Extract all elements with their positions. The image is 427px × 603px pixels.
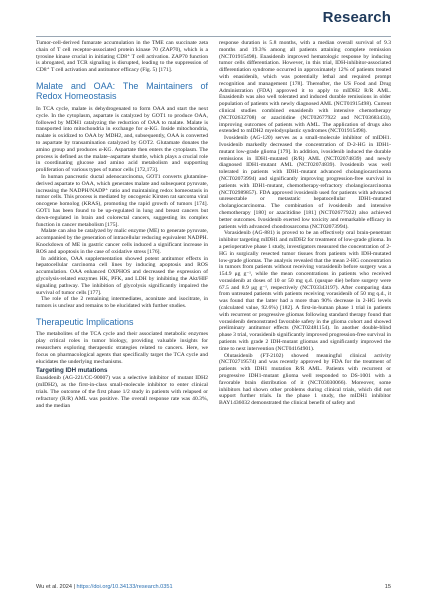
section-heading-malate: Malate and OAA: The Maintainers of Redox Homeostasis [36, 80, 208, 102]
paragraph: Malate can also be catalyzed by malic enzyme (ME) to generate pyruvate, accompanied by the generation of intracellular reducing equivalent NADPH. Knockdown of ME in gastric cancer cells induced a significant increase in ROS and apoptosis in the case of oxidative stress [176]. [36, 228, 208, 255]
section-tag: Research [322, 9, 391, 26]
paragraph: In TCA cycle, malate is dehydrogenated to form OAA and start the next cycle. In the cytoplasm, aspartate is catalyzed by GOT1 to produce OAA, followed by MDH1 catalyzing the reduction of OAA to malate. Malate is transported into mitochondria in exchange for α-KG. Inside mitochondria, malate is oxidized to OAA by MDH2, and, subsequently, OAA is converted to aspartate by transamination catalyzed by GOT2. Glutamate donates the amino group and produces α-KG. Aspartate then enters the cytoplasm. The process is defined as the malate–aspartate shuttle, which plays a crucial role in coordinating glucose and amino acid metabolism and supporting proliferation of various types of tumor cells [172,173]. [36, 105, 208, 174]
left-column [36, 40, 208, 409]
right-column [219, 40, 391, 407]
paragraph: Ivosidenib (AG-120) serves as a small-molecule inhibitor of mIDH1. Ivosidenib markedly decreased the concentration of D-2-HG in IDH1-mutant low-grade glioma [179]. In addition, ivosidenib induced the durable remissions in IDH1-mutated (R/R) AML (NCT02074839) and newly diagnosed IDH1-mutant AML (NCT02074839). Ivosidenib was well tolerated in patients with IDH1-mutant advanced cholangiocarcinoma (NCT02073994) and significantly improving progression-free survival in patients with IDH1-mutant, chemotherapy-refractory cholangiocarcinoma (NCT02989857). FDA approved ivosidenib used for patients with advanced unresectable or metastatic hepatocellular IDH1-mutated cholangiocarcinoma. The combination of ivosidenib and intensive chemotherapy [180] or azacitidine [181] (NCT02677922) also achieved better outcomes. Ivosidenib exerted low toxicity and remarkable efficacy in patients with advanced chondrosarcoma (NCT02073994). [219, 135, 391, 230]
section-heading-therapeutic: Therapeutic Implications [36, 316, 134, 327]
paragraph: Olutasidenib (FT-2102) showed meaningful clinical activity (NCT02719574) and was recently approved by FDA for the treatment of patients with IDH1 mutation R/R AML. Patients with recurrent or progressive IDH1-mutant glioma well responded to DS-1001 with a favorable brain distribution of it (NCT03030066). Moreover, some inhibitors had shown other problems during clinical trials, which did not support further trials. In the phase 1 study, the mIDH1 inhibitor BAY1436032 demonstrated the clinical benefit of safety and [219, 352, 391, 407]
header-rule [36, 36, 391, 37]
paragraph: Tumor-cell-derived fumarate accumulation in the TME can succinate zeta chain of T cell receptor-associated protein kinase 70 (ZAP70), which is a tyrosine kinase crucial in initiating CD8⁺ T cell activation. ZAP70 function is abrogated, and TCR signaling is disrupted, leading to the suppression of CD8⁺ T cell activation and antitumor efficacy (Fig. 5) [171]. [36, 40, 208, 74]
paragraph: In addition, OAA supplementation showed potent antitumor effects in hepatocellular carcinoma cell lines by inducing apoptosis and ROS accumulation. OAA enhanced OXPHOS and decreased the expression of glycolysis-related enzymes HK, PFK, and LDH by inhibiting the Akt/HIF signaling pathway. The inhibition of glycolysis significantly impaired the survival of tumor cells [177]. [36, 255, 208, 296]
doi-link[interactable]: https://doi.org/10.34133/research.0351 [76, 584, 173, 590]
subsection-heading-idh: Targeting IDH mutations [36, 367, 108, 375]
paragraph: The role of the 2 remaining intermediates, aconitate and isocitrate, in tumors is unclear and remains to be elucidated with further studies. [36, 296, 208, 310]
citation-text: Wu et al. 2024 | [36, 584, 77, 590]
paragraph: In human pancreatic ductal adenocarcinoma, GOT1 converts glutamine-derived aspartate to OAA, which generates malate and subsequent pyruvate, increasing the NADPH/NADP⁺ ratio and maintaining redox homeostasis in tumor cells. This process is mediated by oncogenic Kirsten rat sarcoma viral oncogene homolog (KRAS), promoting the rapid growth of tumors [174]. GOT1 has been found to be up-regulated in lung and breast cancers but down-regulated in brain and colorectal cancers, suggesting its complex function in cancer metabolism [175]. [36, 173, 208, 228]
paragraph: response duration is 5.8 months, with a median overall survival of 9.3 months and 19.3% among all patients attaining complete remission (NCT01915498). Enasidenib improved hematologic response by inducing tumor cells differentiation. However, in this trial, IDH-inhibitor-associated differentiation syndrome occurred in approximately 12% of patients treated with enasidenib, which was potentially lethal and required prompt recognition and management [178]. Thereafter, the US Food and Drug Administration (FDA) approved it to apply to mIDH2 R/R AML. Enasidenib was also well tolerated and induced durable remissions in older population of patients with newly diagnosed AML (NCT01915498). Current clinical studies combined enasidenib with intensive chemotherapy (NCT02632708) or azacitidine (NCT02677922 and NCT03683433), improving outcomes of patients with AML. The application of drugs also extended to mIDH2 myelodysplastic syndromes (NCT01915498). [219, 40, 391, 135]
paragraph: Enasidenib (AG-221/CC-90007) was a selective inhibitor of mutant IDH2 (mIDH2), as the first-in-class small-molecule inhibitor to enter clinical trials. The outcome of the first phase 1/2 study in patients with relapsed or refractory (R/R) AML was positive. The overall response rate was 40.3%, and the median [36, 375, 208, 409]
paragraph: Vorasidenib (AG-881) is proved to be an effectively oral brain-penetrant inhibitor targeting mIDH1 and mIDH2 for treatment of low-grade glioma. In a perioperative phase 1 study, investigators measured the concentration of 2-HG in surgically resected tumor tissues from patients with IDH-mutated low-grade gliomas. The analysis revealed that the mean 2-HG concentration in tumors from patients without receiving vorasidenib before surgery was a 154.9 μg g⁻¹, while the mean concentrations in patients who received vorasidenib at doses of 10 or 50 mg q.d. (qusque die) before surgery were 67.5 and 8.9 μg g⁻¹, respectively (NCT03343197). After comparing data from untreated patients with patients receiving vorasidenib of 50 mg q.d., it was found that the latter had a more than 90% decrease in 2-HG levels (calculated value, 92.6%) [182]. A first-in-human phase 1 trial in patients with recurrent or progressive gliomas following standard therapy found that vorasidenib demonstrated favorable safety in the glioma cohort and showed preliminary antitumor effects (NCT02481154). In another double-blind phase 3 trial, vorasidenib significantly improved progression-free survival in patients with grade 2 IDH-mutant gliomas and significantly improved the time to next intervention (NCT04164901). [219, 230, 391, 352]
footer-citation [36, 584, 173, 590]
page-number: 15 [384, 584, 391, 590]
paragraph: The metabolites of the TCA cycle and their associated metabolic enzymes play critical roles in tumor biology, providing valuable insights for researchers exploring therapeutic strategies related to cancers. Here, we focus on pharmacological agents that specifically target the TCA cycle and elucidates the underlying mechanisms. [36, 331, 208, 365]
